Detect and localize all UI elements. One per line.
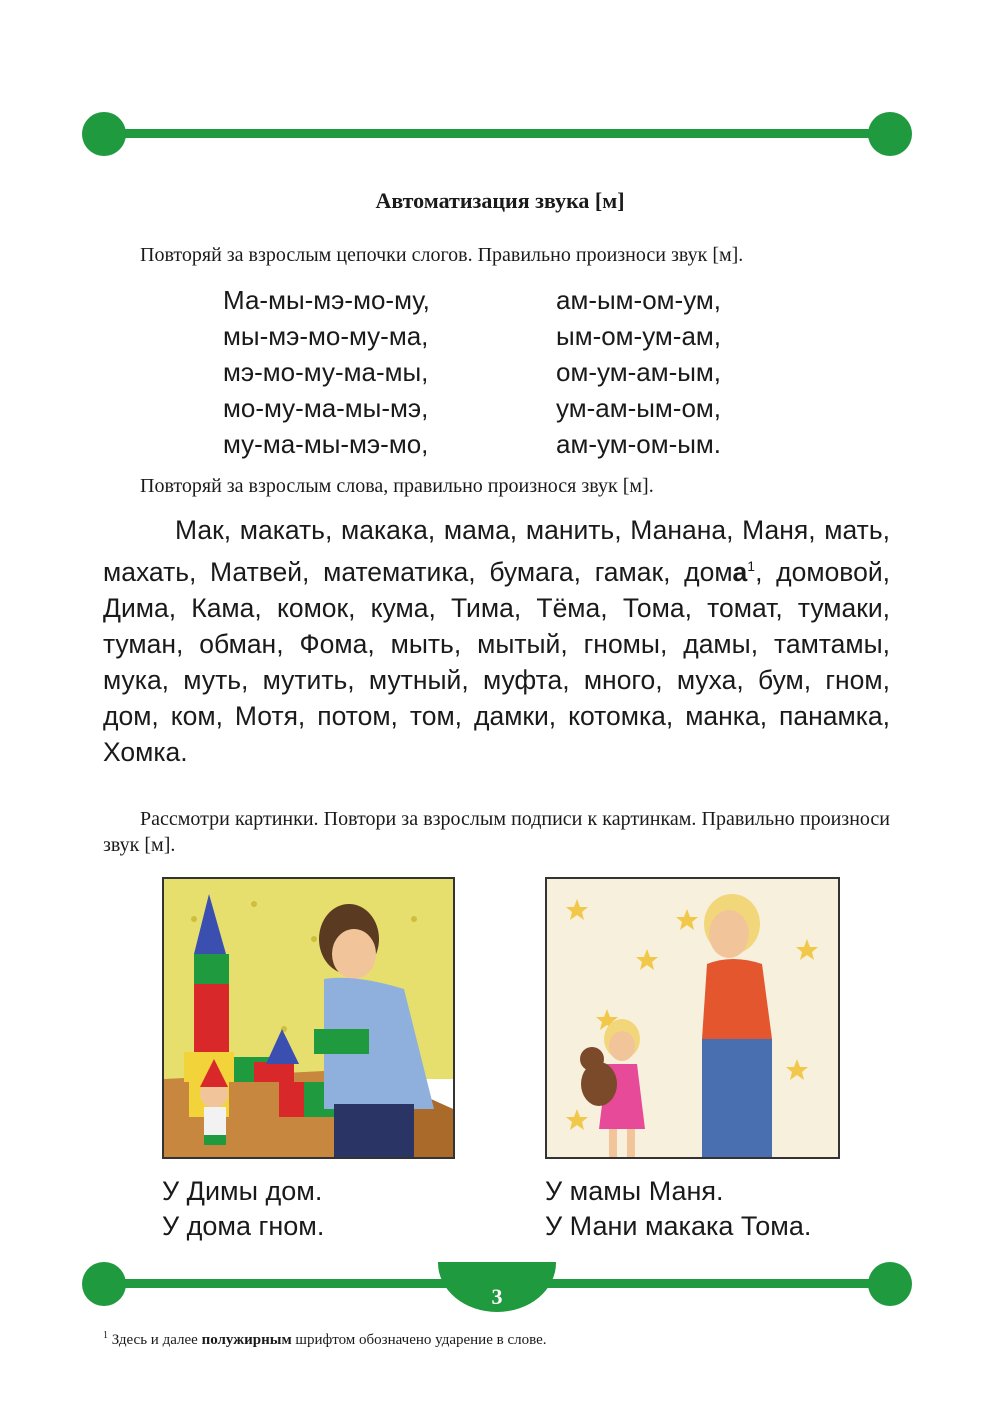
picture-boy-with-blocks	[162, 877, 455, 1159]
footnote-text: шрифтом обозначено ударение в слове.	[291, 1332, 547, 1348]
syllable-chain: Ма-мы-мэ-мо-му,	[223, 285, 430, 315]
top-decorative-rule	[82, 112, 912, 156]
syllable-chain: ам-ым-ом-ум,	[556, 285, 722, 315]
word-list-text: , домовой, Дима, Кама, комок, кума, Тима, Тёма, Тома, томат, тумаки, туман, обман, Фома, мыть, мытый, гномы, дамы, тамтамы, мука, муть, мутить, мутный, муфта, много, муха, бум, гном, дом, ком, Мотя, потом, том, дамки, котомка, манка, панамка, Хомка.	[103, 556, 890, 767]
footnote-text: Здесь и далее	[111, 1332, 202, 1348]
footnote-bold-text: полужирным	[201, 1332, 292, 1348]
caption-right	[545, 1174, 811, 1244]
syllable-chain: мы-мэ-мо-му-ма,	[223, 321, 429, 351]
footnote	[103, 1330, 547, 1349]
word-list-text: Мак, макать, макака, мама, манить, Манана, Маня, мать, махать, Матвей, математика, бумага, гамак, дом	[103, 515, 890, 587]
caption-left	[162, 1174, 324, 1244]
syllable-chain: мо-му-ма-мы-мэ,	[223, 393, 429, 423]
syllable-chain: мэ-мо-му-ма-мы,	[223, 357, 429, 387]
caption-line: У дома гном.	[162, 1211, 325, 1241]
instruction-words: Повторяй за взрослым слова, правильно произнося звук [м].	[140, 475, 654, 497]
footnote-reference: 1	[747, 558, 756, 574]
caption-line: У Димы дом.	[162, 1176, 323, 1206]
footnote-mark: 1	[103, 1330, 108, 1341]
syllable-chain: ам-ум-ом-ым.	[556, 429, 722, 459]
instruction-pictures: Рассмотри картинки. Повтори за взрослым подписи к картинкам. Правильно произноси звук [м].	[103, 808, 890, 856]
syllables-left-column	[223, 282, 430, 462]
syllable-chain: ом-ум-ам-ым,	[556, 357, 722, 387]
picture-mother-and-girl	[545, 877, 840, 1159]
caption-line: У мамы Маня.	[545, 1176, 724, 1206]
page-title: Автоматизация звука [м]	[375, 188, 625, 213]
caption-line: У Мани макака Тома.	[545, 1211, 812, 1241]
page-number: 3	[491, 1284, 503, 1309]
stress-letter: а	[732, 556, 748, 587]
syllable-chain: ым-ом-ум-ам,	[556, 321, 722, 351]
word-list	[103, 512, 890, 770]
syllables-right-column	[556, 282, 721, 462]
syllable-chain: му-ма-мы-мэ-мо,	[223, 429, 429, 459]
instruction-syllables: Повторяй за взрослым цепочки слогов. Правильно произноси звук [м].	[140, 244, 744, 266]
syllable-chain: ум-ам-ым-ом,	[556, 393, 722, 423]
